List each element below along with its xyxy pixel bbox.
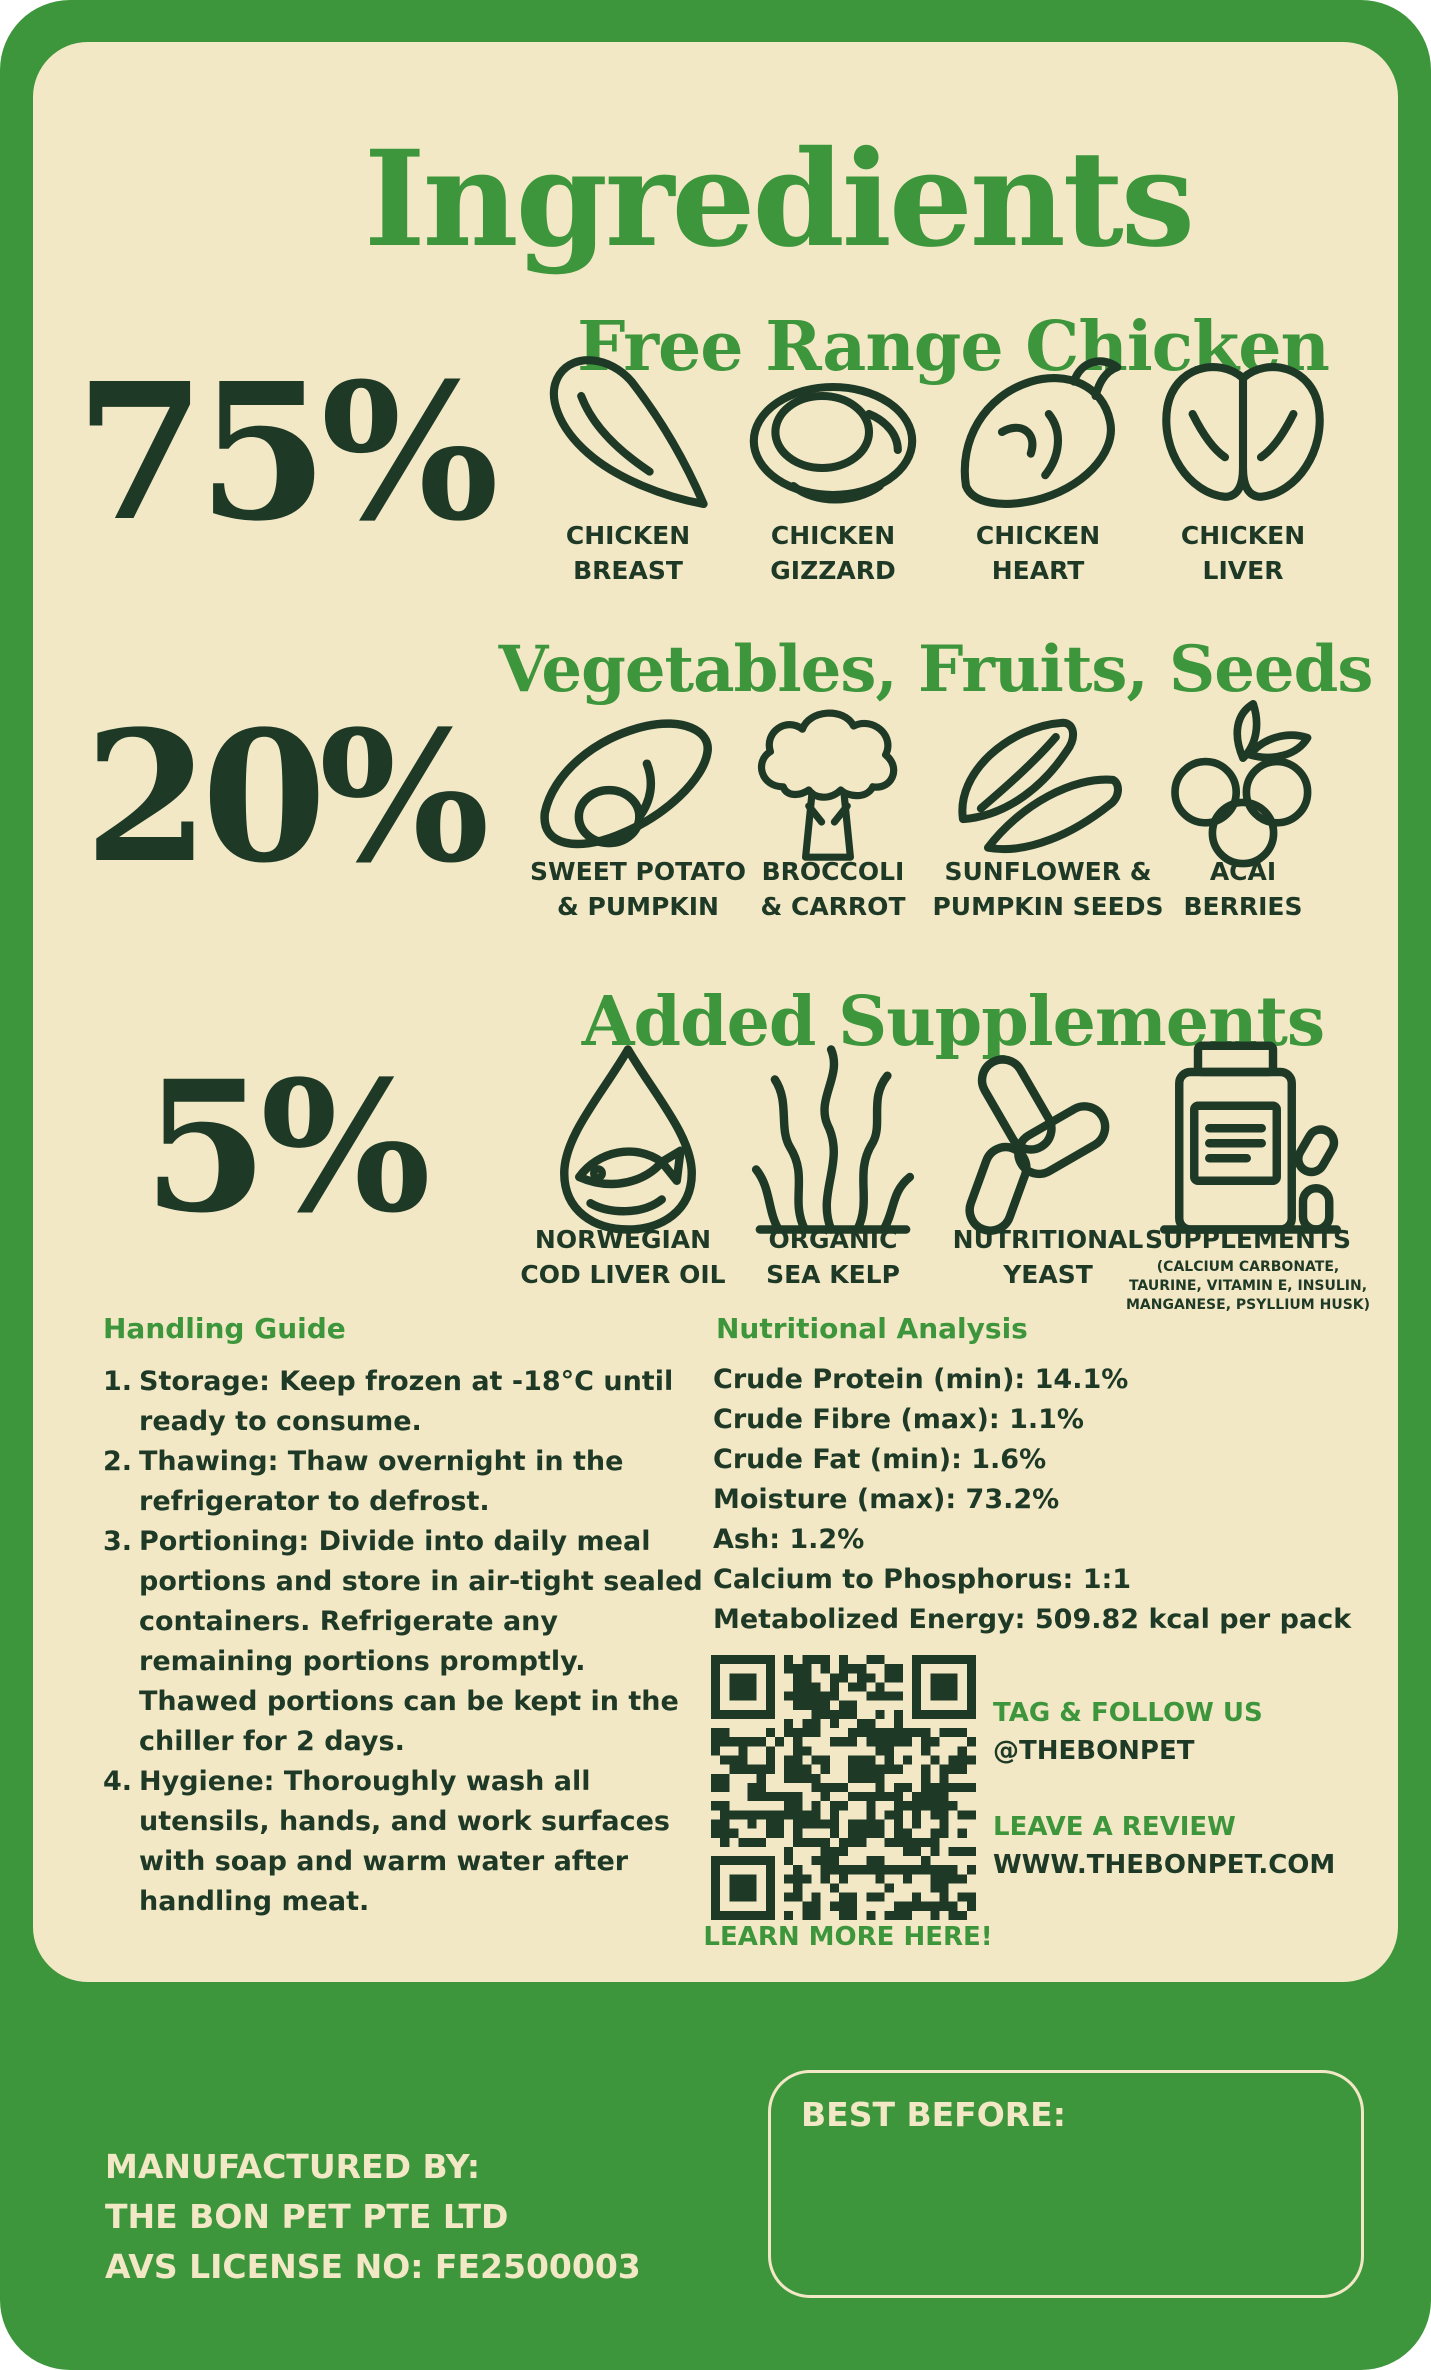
chicken-heading: Free Range Chicken bbox=[577, 307, 1329, 387]
sea-kelp-label: ORGANIC SEA KELP bbox=[766, 1225, 900, 1289]
chicken-breast-label: CHICKEN BREAST bbox=[565, 521, 691, 585]
page-title: Ingredients bbox=[363, 122, 1193, 277]
best-before-box bbox=[768, 2070, 1364, 2298]
chicken-liver-label: CHICKEN LIVER bbox=[1180, 521, 1306, 585]
supplement-bottle-icon bbox=[1158, 1042, 1343, 1237]
manufacturer-name: THE BON PET PTE LTD bbox=[105, 2197, 509, 2236]
nutrition-row: Metabolized Energy: 509.82 kcal per pack bbox=[713, 1604, 1352, 1635]
manufacturer-line: MANUFACTURED BY: bbox=[105, 2147, 481, 2186]
supplements-sublabel: (CALCIUM CARBONATE, TAURINE, VITAMIN E, INSULIN, MANGANESE, PSYLLIUM HUSK) bbox=[1125, 1259, 1371, 1313]
berries-icon bbox=[1158, 697, 1328, 867]
nutrition-row: Ash: 1.2% bbox=[713, 1524, 865, 1555]
fish-oil-drop-icon bbox=[553, 1042, 703, 1237]
broccoli-icon bbox=[748, 697, 908, 867]
nutrition-row: Crude Fibre (max): 1.1% bbox=[713, 1404, 1084, 1435]
tag-follow-label: TAG & FOLLOW US bbox=[993, 1698, 1263, 1728]
sweet-potato-label: SWEET POTATO & PUMPKIN bbox=[530, 857, 746, 921]
vegetables-percent: 20% bbox=[84, 692, 482, 903]
chicken-gizzard-label: CHICKEN GIZZARD bbox=[770, 521, 896, 585]
chicken-liver-icon bbox=[1153, 342, 1333, 522]
berries-label: ACAI BERRIES bbox=[1183, 857, 1303, 921]
vegetables-heading: Vegetables, Fruits, Seeds bbox=[498, 632, 1373, 707]
qr-code[interactable] bbox=[711, 1655, 976, 1920]
yeast-capsules-icon bbox=[958, 1052, 1128, 1232]
qr-code-graphic bbox=[711, 1655, 976, 1920]
handling-guide-title: Handling Guide bbox=[103, 1312, 346, 1345]
ingredients-panel bbox=[33, 42, 1398, 1982]
qr-caption: LEARN MORE HERE! bbox=[703, 1922, 993, 1952]
handling-step: 1. Storage: Keep frozen at -18°C until ready to consume. bbox=[103, 1366, 674, 1437]
handling-step: 2. Thawing: Thaw overnight in the refrigerator to defrost. bbox=[103, 1446, 624, 1517]
manufacturer-info bbox=[105, 2142, 641, 2292]
chicken-heart-icon bbox=[948, 342, 1128, 522]
website-link[interactable]: WWW.THEBONPET.COM bbox=[993, 1850, 1336, 1880]
sweet-potato-icon bbox=[533, 707, 723, 862]
supplements-heading: Added Supplements bbox=[581, 982, 1325, 1062]
supplements-label: SUPPLEMENTS bbox=[1145, 1225, 1351, 1254]
sea-kelp-icon bbox=[748, 1042, 918, 1237]
broccoli-label: BROCCOLI & CARROT bbox=[760, 857, 906, 921]
seeds-label: SUNFLOWER & PUMPKIN SEEDS bbox=[932, 857, 1164, 921]
nutritional-yeast-label: NUTRITIONAL YEAST bbox=[952, 1225, 1144, 1289]
nutrition-row: Moisture (max): 73.2% bbox=[713, 1484, 1060, 1515]
nutritional-analysis-title: Nutritional Analysis bbox=[716, 1312, 1028, 1345]
best-before-label: BEST BEFORE: bbox=[801, 2095, 1066, 2134]
chicken-heart-label: CHICKEN HEART bbox=[975, 521, 1101, 585]
chicken-gizzard-icon bbox=[743, 342, 923, 522]
social-handle[interactable]: @THEBONPET bbox=[993, 1736, 1195, 1766]
chicken-breast-icon bbox=[538, 342, 718, 522]
chicken-percent: 75% bbox=[74, 342, 492, 563]
nutrition-row: Crude Protein (min): 14.1% bbox=[713, 1364, 1129, 1395]
supplements-percent: 5% bbox=[142, 1042, 424, 1253]
seeds-icon bbox=[948, 712, 1128, 862]
nutrition-row: Crude Fat (min): 1.6% bbox=[713, 1444, 1047, 1475]
nutrition-row: Calcium to Phosphorus: 1:1 bbox=[713, 1564, 1132, 1595]
handling-guide-list bbox=[103, 1362, 703, 1922]
cod-liver-oil-label: NORWEGIAN COD LIVER OIL bbox=[520, 1225, 726, 1289]
handling-step: 3. Portioning: Divide into daily meal portions and store in air-tight sealed containers. Refrigerate any remaining portions promptly. Thawed portions can be kept in the chiller for 2 days. bbox=[103, 1526, 703, 1757]
handling-step: 4. Hygiene: Thoroughly wash all utensils, hands, and work surfaces with soap and warm water after handling meat. bbox=[103, 1766, 670, 1917]
review-label: LEAVE A REVIEW bbox=[993, 1812, 1236, 1842]
license-number: AVS LICENSE NO: FE2500003 bbox=[105, 2247, 641, 2286]
